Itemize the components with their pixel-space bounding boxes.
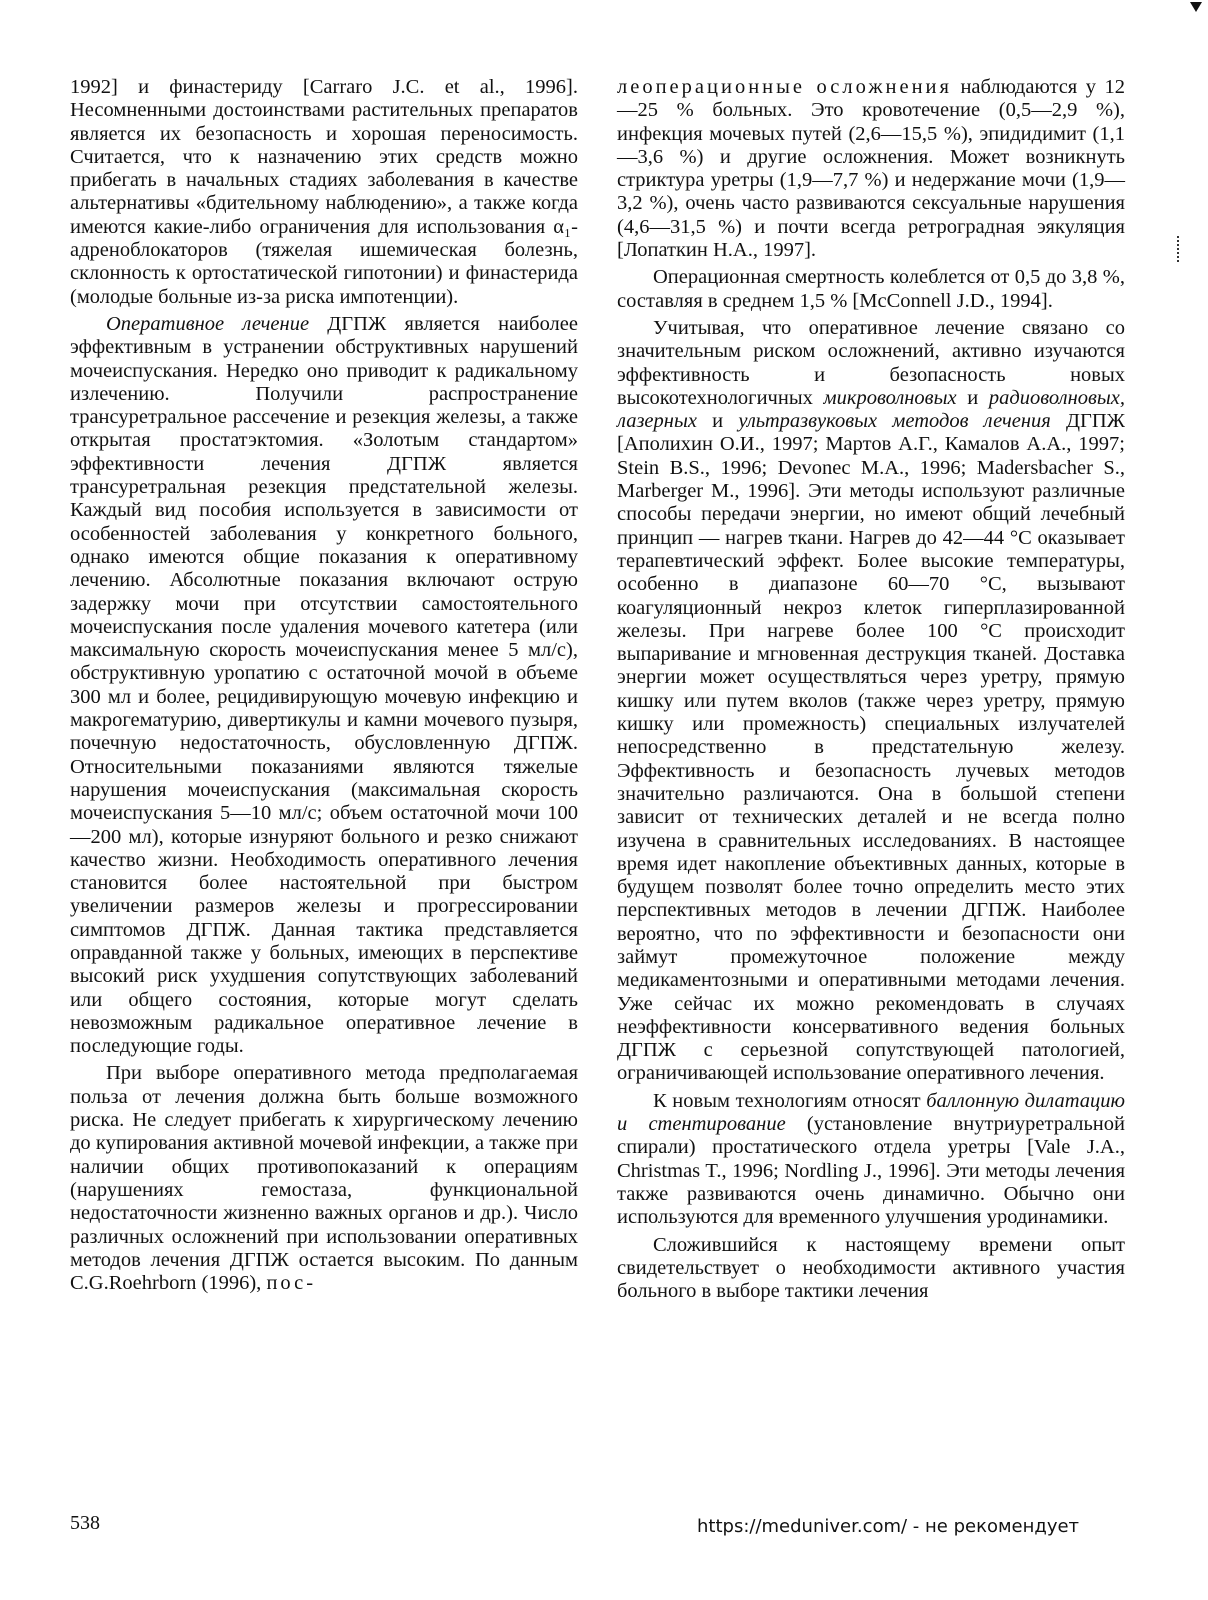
- watermark-text: https://meduniver.com/ - не рекомендует: [697, 1516, 1080, 1537]
- paragraph-text: и: [956, 386, 989, 409]
- paragraph: Сложившийся к настоящему времени опыт свидетельствует о необходимости активного участия больного в выборе тактики лечения: [617, 1233, 1125, 1303]
- paragraph: Операционная смертность колеблется от 0,5 до 3,8 %, составляя в среднем 1,5 % [McConnell J.D., 1994].: [617, 266, 1125, 312]
- italic-term: радиоволновых, лазерных: [617, 386, 1125, 433]
- corner-arrow-icon: [1188, 0, 1204, 16]
- paragraph: [617, 76, 1125, 262]
- spaced-text: леоперационные осложнения: [617, 76, 952, 98]
- paragraph: 1992] и финастериду [Carraro J.C. et al., 1996]. Несомненными достоинствами растительных препаратов является их безопасность и хорошая переносимость. Считается, что к назначению этих средств можно прибегать в начальных стадиях заболевания в качестве альтернативы «бдительному наблюдению», а также когда имеются какие-либо ограничения для использования α₁-адреноблокаторов (тяжелая ишемическая болезнь, склонность к ортостатической гипотонии) и финастерида (молодые больные из-за риска импотенции).: [70, 76, 578, 308]
- paragraph-text: При выборе оперативного метода предполагаемая польза от лечения должна быть больше возможного риска. Не следует прибегать к хирургическому лечению до купирования активной мочевой инфекции, а также при наличии общих противопоказаний к операциям (нарушениях гемостаза, функциональной недостаточности жизненно важных органов и др.). Число различных осложнений при использовании оперативных методов лечения ДГПЖ остается высоким. По данным C.G.Roehrborn (1996),: [70, 1062, 578, 1295]
- italic-term: ультразвуковых методов лечения: [738, 410, 1051, 433]
- paragraph-text: и: [696, 410, 739, 433]
- paragraph: [617, 1090, 1125, 1230]
- page-number: 538: [70, 1512, 100, 1534]
- paragraph-text: наблюдаются у 12—25 % больных. Это кровотечение (0,5—2,9 %), инфекция мочевых путей (2,6—15,5 %), эпидидимит (1,1—3,6 %) и другие осложнения. Может возникнуть стриктура уретры (1,9—7,7 %) и недержание мочи (1,9—3,2 %), очень часто развиваются сексуальные нарушения (4,6—31,5 %) и почти всегда ретроградная эякуляция [Лопаткин Н.А., 1997].: [617, 76, 1125, 262]
- paragraph-text: К новым технологиям относят: [653, 1089, 927, 1112]
- scan-edge-mark: [1177, 236, 1182, 262]
- paragraph-text: ДГПЖ [Аполихин О.И., 1997; Мартов А.Г., Камалов А.А., 1997; Stein B.S., 1996; Devonec M.A., 1996; Madersbacher S., Marberger M., 1996]. Эти методы используют различные способы передачи энергии, но имеют общий лечебный принцип — нагрев ткани. Нагрев до 42—44 °С оказывает терапевтический эффект. Более высокие температуры, особенно в диапазоне 60—70 °С, вызывают коагуляционный некроз клеток гиперплазированной железы. При нагреве более 100 °С происходит выпаривание и мгновенная деструкция тканей. Доставка энергии может осуществляться через уретру, прямую кишку или путем вколов (также через уретру, прямую кишку или промежность) специальных излучателей непосредственно в предстательную железу. Эффективность и безопасность лучевых методов значительно различаются. Она в большой степени зависит от технических деталей и не всегда полно изучена в сравнительных исследованиях. В настоящее время идет накопление объективных данных, которые в будущем позволят более точно определить место этих перспективных методов в лечении ДГПЖ. Наиболее вероятно, что по эффективности и безопасности они займут промежуточное положение между медикаментозными и оперативными методами лечения. Уже сейчас их можно рекомендовать в случаях неэффективности консервативного ведения больных ДГПЖ с серьезной сопутствующей патологией, ограничивающей использование оперативного лечения.: [617, 410, 1125, 1085]
- paragraph: [70, 313, 578, 1059]
- left-column: [70, 76, 578, 1295]
- italic-term: Оперативное лечение: [106, 312, 310, 335]
- paragraph-text: ДГПЖ является наиболее эффективным в устранении обструктивных нарушений мочеиспускания. Нередко оно приводит к радикальному излечению. Получили распространение трансуретральное рассечение и резекция железы, а также открытая простатэктомия. «Золотым стандартом» эффективности лечения ДГПЖ является трансуретральная резекция предстательной железы. Каждый вид пособия используется в зависимости от особенностей заболевания у конкретного больного, однако имеются общие показания к оперативному лечению. Абсолютные показания включают острую задержку мочи при отсутствии самостоятельного мочеиспускания после удаления мочевого катетера (или максимальную скорость мочеиспускания менее 5 мл/с), обструктивную уропатию с остаточной мочой в объеме 300 мл и более, рецидивирующую мочевую инфекцию и макрогематурию, дивертикулы и камни мочевого пузыря, почечную недостаточность, обусловленную ДГПЖ. Относительными показаниями являются тяжелые нарушения мочеиспускания (максимальная скорость мочеиспускания 5—10 мл/с; объем остаточной мочи 100—200 мл), которые изнуряют больного и резко снижают качество жизни. Необходимость оперативного лечения становится более настоятельной при быстром увеличении размеров железы и прогрессировании симптомов ДГПЖ. Данная тактика представляется оправданной также у больных, имеющих в перспективе высокий риск ухудшения сопутствующих заболеваний или общего состояния, которые могут сделать невозможным радикальное оперативное лечение в последующие годы.: [70, 312, 578, 1058]
- paragraph: [70, 1062, 578, 1295]
- italic-term: микроволновых: [823, 386, 957, 409]
- paragraph-text: Учитывая, что оперативное лечение связано со значительным риском осложнений, активно изучаются эффективность и безопасность новых высокотехнологичных: [617, 316, 1125, 409]
- paragraph: [617, 317, 1125, 1086]
- italic-term: баллонную дилатацию и стентирование: [617, 1089, 1125, 1136]
- right-column: [617, 76, 1125, 1303]
- spaced-text: пос-: [266, 1272, 317, 1295]
- paragraph-text: (установление внутриуретральной спирали) простатического отдела уретры [Vale J.A., Christmas T., 1996; Nordling J., 1996]. Эти методы лечения также развиваются очень динамично. Обычно они используются для временного улучшения уродинамики.: [617, 1113, 1125, 1229]
